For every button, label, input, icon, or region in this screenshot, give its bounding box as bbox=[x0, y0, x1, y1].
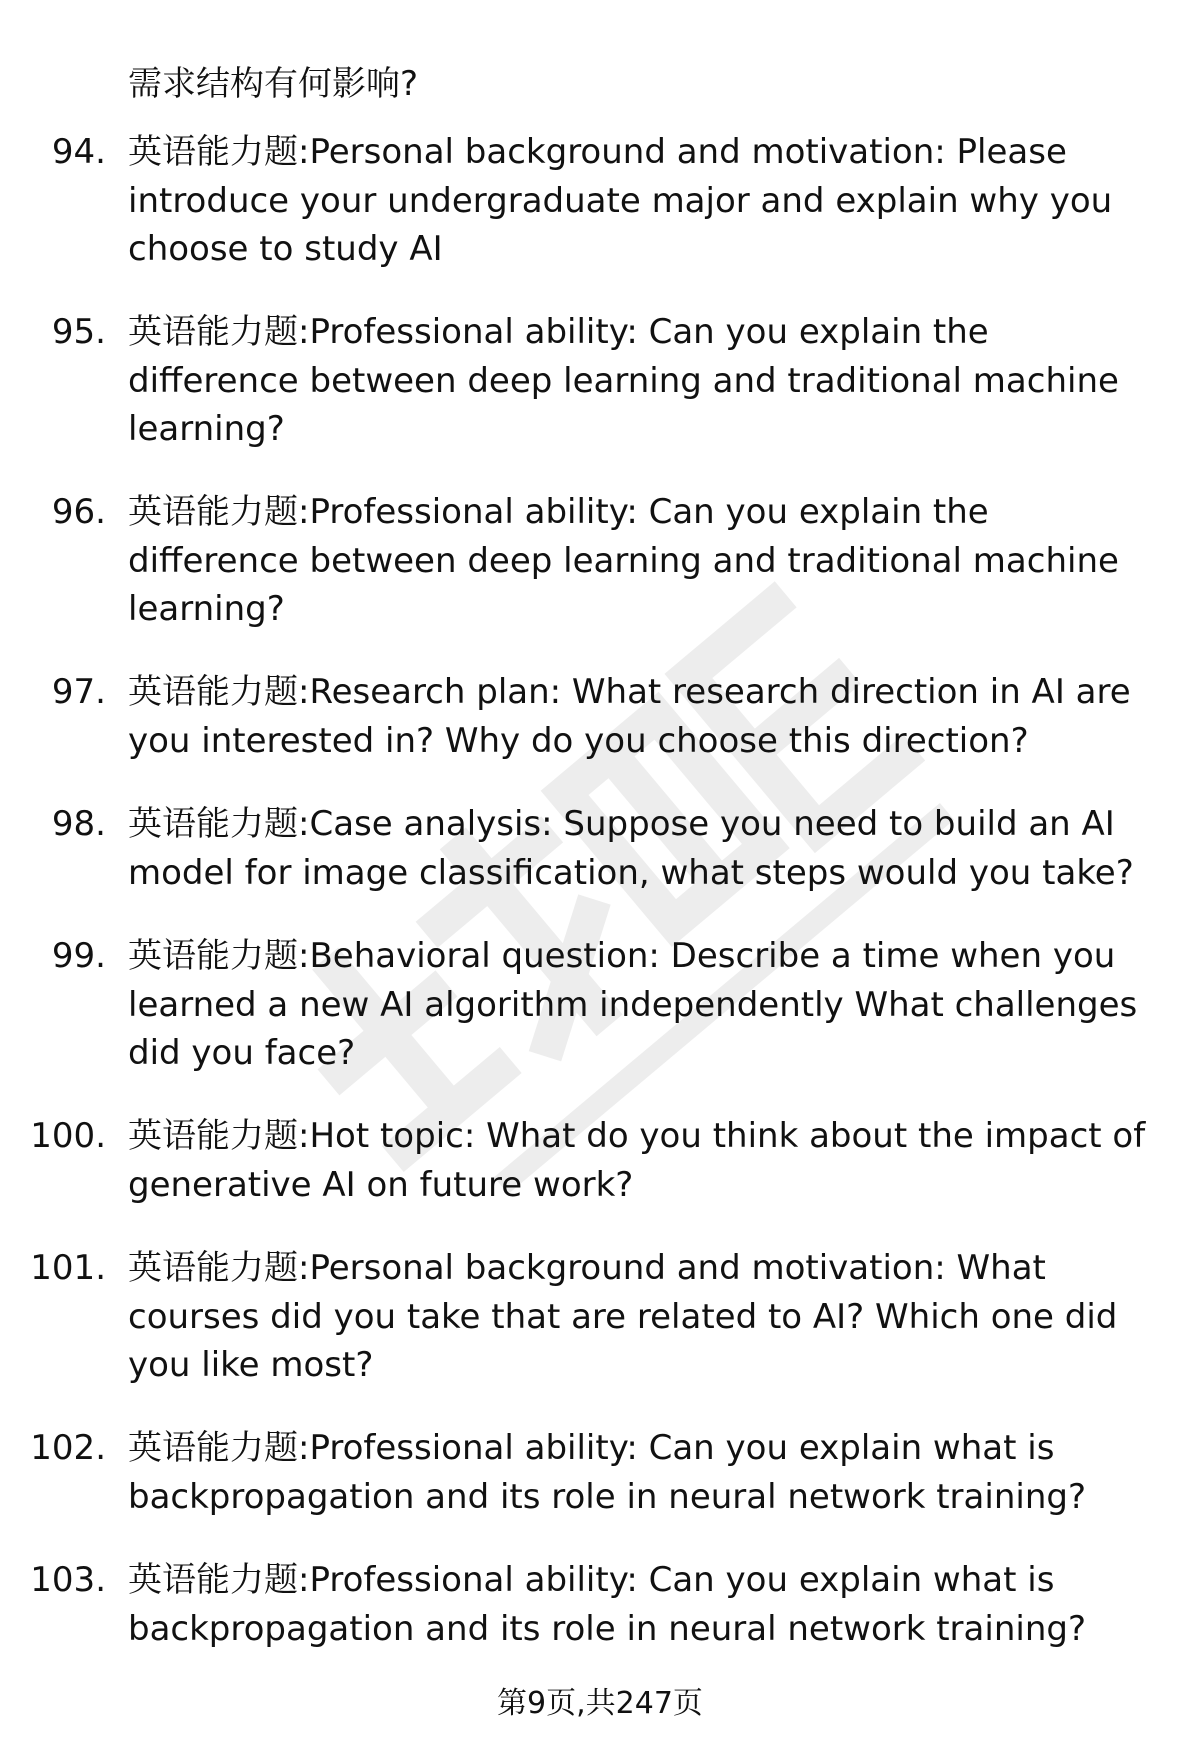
question-number: 99. bbox=[51, 936, 106, 976]
question-content: Professional ability: Can you explain the difference between deep learning and traditional machine learning? bbox=[128, 312, 1119, 449]
question-text bbox=[128, 488, 1163, 634]
question-prefix: 英语能力题: bbox=[128, 312, 310, 352]
question-prefix: 英语能力题: bbox=[128, 804, 310, 844]
question-content: Professional ability: Can you explain the difference between deep learning and traditional machine learning? bbox=[128, 492, 1119, 629]
question-content: Personal background and motivation: What courses did you take that are related to AI? Which one did you like most? bbox=[128, 1248, 1118, 1385]
question-number: 96. bbox=[51, 492, 106, 532]
question-number: 101. bbox=[30, 1248, 106, 1288]
question-content: Professional ability: Can you explain what is backpropagation and its role in neural network training? bbox=[128, 1560, 1086, 1649]
question-number: 98. bbox=[51, 804, 106, 844]
question-number: 97. bbox=[51, 672, 106, 712]
question-prefix: 英语能力题: bbox=[128, 936, 310, 976]
page-footer: 第9页,共247页 bbox=[497, 1686, 703, 1721]
question-number: 95. bbox=[51, 312, 106, 352]
question-content: Professional ability: Can you explain what is backpropagation and its role in neural network training? bbox=[128, 1428, 1086, 1517]
question-prefix: 英语能力题: bbox=[128, 492, 310, 532]
question-content: Behavioral question: Describe a time when you learned a new AI algorithm independently What challenges did you face? bbox=[128, 936, 1138, 1073]
question-prefix: 英语能力题: bbox=[128, 1248, 310, 1288]
question-prefix: 英语能力题: bbox=[128, 132, 310, 172]
question-text bbox=[128, 1112, 1163, 1209]
question-text bbox=[128, 668, 1163, 765]
question-content: Research plan: What research direction in AI are you interested in? Why do you choose this direction? bbox=[128, 672, 1131, 761]
question-number: 103. bbox=[30, 1560, 106, 1600]
question-prefix: 英语能力题: bbox=[128, 1116, 310, 1156]
question-text bbox=[128, 800, 1163, 897]
question-number: 102. bbox=[30, 1428, 106, 1468]
question-content: Hot topic: What do you think about the impact of generative AI on future work? bbox=[128, 1116, 1146, 1205]
question-text bbox=[128, 1424, 1163, 1521]
question-prefix: 英语能力题: bbox=[128, 672, 310, 712]
question-number: 100. bbox=[30, 1116, 106, 1156]
question-content: Case analysis: Suppose you need to build an AI model for image classification, what steps would you take? bbox=[128, 804, 1134, 893]
question-content: Personal background and motivation: Please introduce your undergraduate major and explain why you choose to study AI bbox=[128, 132, 1113, 269]
question-prefix: 英语能力题: bbox=[128, 1560, 310, 1600]
question-text bbox=[128, 932, 1163, 1078]
continuation-text: 需求结构有何影响? bbox=[128, 64, 419, 104]
question-number: 94. bbox=[51, 132, 106, 172]
question-text bbox=[128, 1556, 1163, 1653]
question-text bbox=[128, 128, 1163, 274]
question-prefix: 英语能力题: bbox=[128, 1428, 310, 1468]
question-text bbox=[128, 308, 1163, 454]
question-text bbox=[128, 1244, 1163, 1390]
